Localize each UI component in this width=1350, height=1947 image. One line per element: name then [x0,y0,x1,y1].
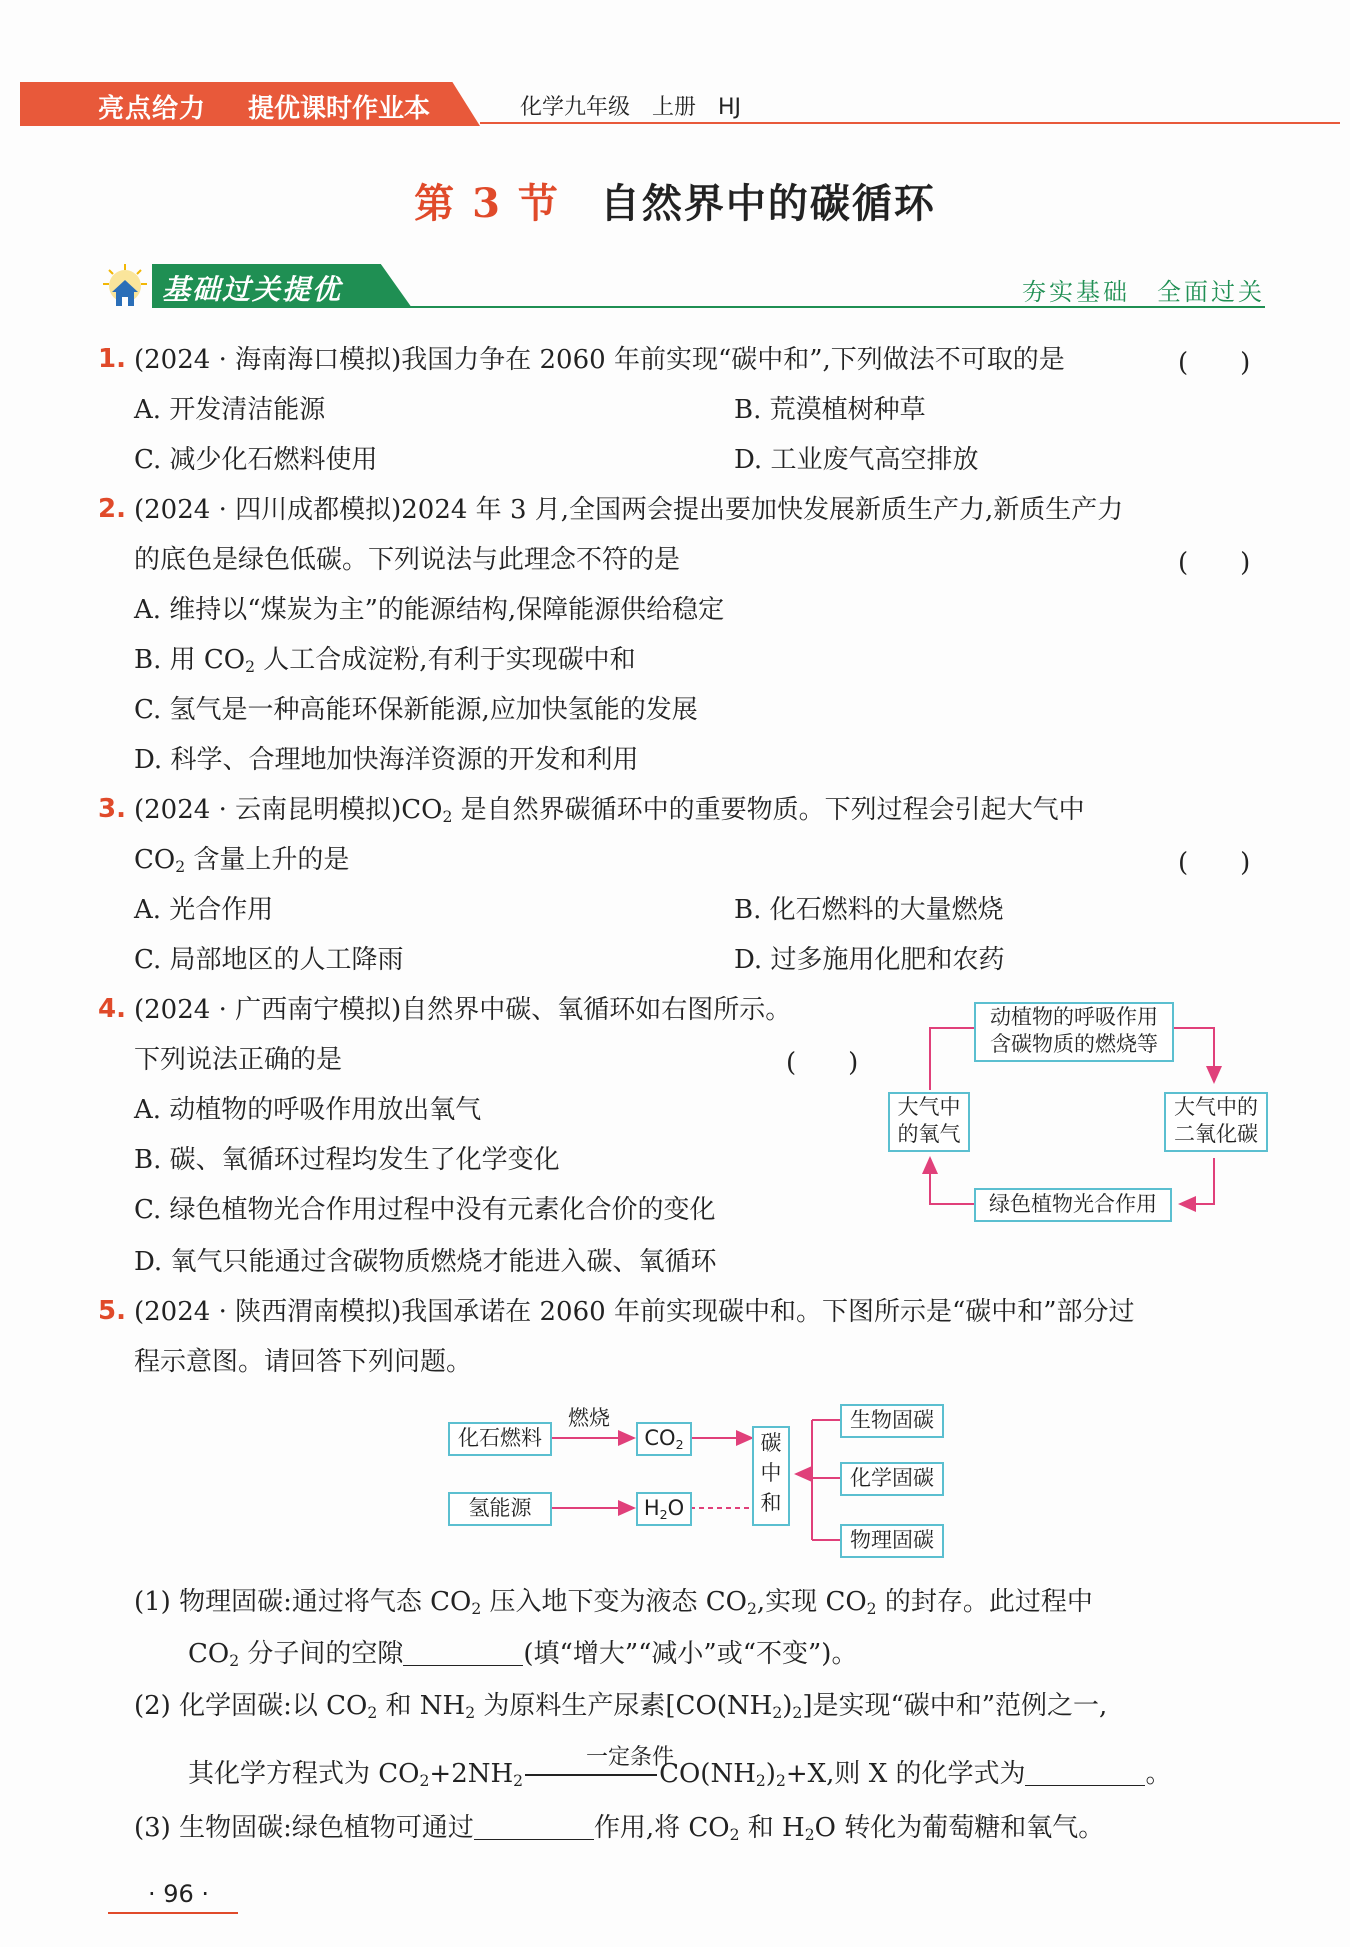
page-number: · 96 · [148,1880,210,1908]
q1-option-d: D. 工业废气高空排放 [734,445,979,475]
header-brand: 亮点给力 [98,94,207,124]
q2-stem-line1: (2024 · 四川成都模拟)2024 年 3 月,全国两会提出要加快发展新质生产力,新质生产力 [134,495,1124,525]
q3-option-a: A. 光合作用 [134,895,274,925]
q5-box-phys-fixation: 物理固碳 [840,1524,944,1558]
q4-option-a: A. 动植物的呼吸作用放出氧气 [134,1095,482,1125]
q1-option-b: B. 荒漠植树种草 [734,395,926,425]
q4-option-d: D. 氧气只能通过含碳物质燃烧才能进入碳、氧循环 [134,1247,717,1277]
section-title [0,172,1350,229]
q5-reaction-condition: 一定条件 [586,1745,675,1770]
q5-part2-line1: (2) 化学固碳:以 $CO_2$ 和 $NH_2$ 为原料生产尿素$[CO(NH_2)_2]$是实现“碳中和”范例之一, [134,1691,1108,1722]
q5-stem-line1: (2024 · 陕西渭南模拟)我国承诺在 2060 年前实现碳中和。下图所示是“碳中和”部分过 [134,1297,1135,1327]
q4-box-photosynthesis: 绿色植物光合作用 [974,1188,1172,1222]
section-banner [100,262,1265,312]
q4-option-b: B. 碳、氧循环过程均发生了化学变化 [134,1145,560,1175]
q1-option-a: A. 开发清洁能源 [134,395,326,425]
page-number-rule [108,1912,238,1914]
q4-number: 4. [98,994,126,1024]
section-number: 第 3 节 [414,180,560,227]
page-header [20,82,1340,126]
q5-reaction-arrow [525,1774,657,1776]
q5-part2-blank[interactable] [1025,1761,1145,1786]
q5-number: 5. [98,1296,126,1326]
q3-stem-line2: $CO_2$ 含量上升的是 [134,845,350,876]
q4-box-co2: 大气中的 二氧化碳 [1164,1092,1268,1152]
q4-box-oxygen: 大气中 的氧气 [888,1092,970,1152]
q2-answer-paren: ( ) [1178,548,1251,578]
q5-burn-label: 燃烧 [568,1406,610,1430]
q5-box-chem-fixation: 化学固碳 [840,1462,944,1496]
q3-number: 3. [98,794,126,824]
q2-option-d: D. 科学、合理地加快海洋资源的开发和利用 [134,745,639,775]
q2-stem-line2: 的底色是绿色低碳。下列说法与此理念不符的是 [134,545,681,575]
q3-answer-paren: ( ) [1178,848,1251,878]
q4-stem-line1: (2024 · 广西南宁模拟)自然界中碳、氧循环如右图所示。 [134,995,792,1025]
q5-box-bio-fixation: 生物固碳 [840,1404,944,1438]
q3-option-d: D. 过多施用化肥和农药 [734,945,1005,975]
q4-answer-paren: ( ) [786,1048,859,1078]
q5-part1-line1: (1) 物理固碳:通过将气态 $CO_2$ 压入地下变为液态 $CO_2$,实现 $CO_2$ 的封存。此过程中 [134,1587,1093,1618]
banner-label: 基础过关提优 [162,273,343,306]
q5-box-co2: $CO_2$ [636,1422,692,1456]
house-sun-icon [100,262,150,312]
header-rule [480,122,1340,124]
q3-option-b: B. 化石燃料的大量燃烧 [734,895,1004,925]
q5-box-carbon-neutral: 碳 中 和 [752,1426,790,1526]
q1-number: 1. [98,344,126,374]
q4-box-respiration: 动植物的呼吸作用 含碳物质的燃烧等 [974,1002,1174,1062]
q5-part2-line2: 其化学方程式为 $CO_2+2NH_2$ $CO(NH_2)_2+X$,则 X 的化学式为 。 [188,1759,1172,1790]
q5-part3-line: (3) 生物固碳:绿色植物可通过 作用,将 $CO_2$ 和 $H_2O$ 转化为葡萄糖和氧气。 [134,1813,1105,1844]
q5-box-h2o: $H_2O$ [636,1492,692,1526]
q5-box-hydrogen: 氢能源 [448,1492,552,1526]
q5-box-fossil-fuel: 化石燃料 [448,1422,552,1456]
section-name: 自然界中的碳循环 [599,180,936,227]
q3-stem-line1: (2024 · 云南昆明模拟)$CO_2$ 是自然界碳循环中的重要物质。下列过程会引起大气中 [134,795,1085,826]
q5-part3-blank[interactable] [474,1815,594,1840]
q1-stem: (2024 · 海南海口模拟)我国力争在 2060 年前实现“碳中和”,下列做法不可取的是 [134,345,1065,375]
q3-option-c: C. 局部地区的人工降雨 [134,945,404,975]
q4-stem-line2: 下列说法正确的是 [134,1045,343,1075]
q1-option-c: C. 减少化石燃料使用 [134,445,378,475]
q2-number: 2. [98,494,126,524]
q5-part1-line2: $CO_2$ 分子间的空隙 (填“增大”“减小”或“不变”)。 [188,1639,858,1670]
header-series: 提优课时作业本 [248,94,431,124]
q5-stem-line2: 程示意图。请回答下列问题。 [134,1347,473,1377]
q5-part1-blank[interactable] [403,1641,523,1666]
q4-option-c: C. 绿色植物光合作用过程中没有元素化合价的变化 [134,1195,716,1225]
q1-answer-paren: ( ) [1178,348,1251,378]
header-book: 化学九年级 上册 HJ [520,95,742,120]
banner-motto: 夯实基础 全面过关 [1022,278,1265,306]
q2-option-c: C. 氢气是一种高能环保新能源,应加快氢能的发展 [134,695,698,725]
q2-option-b: B. 用 $CO_2$ 人工合成淀粉,有利于实现碳中和 [134,645,636,676]
q2-option-a: A. 维持以“煤炭为主”的能源结构,保障能源供给稳定 [134,595,725,625]
